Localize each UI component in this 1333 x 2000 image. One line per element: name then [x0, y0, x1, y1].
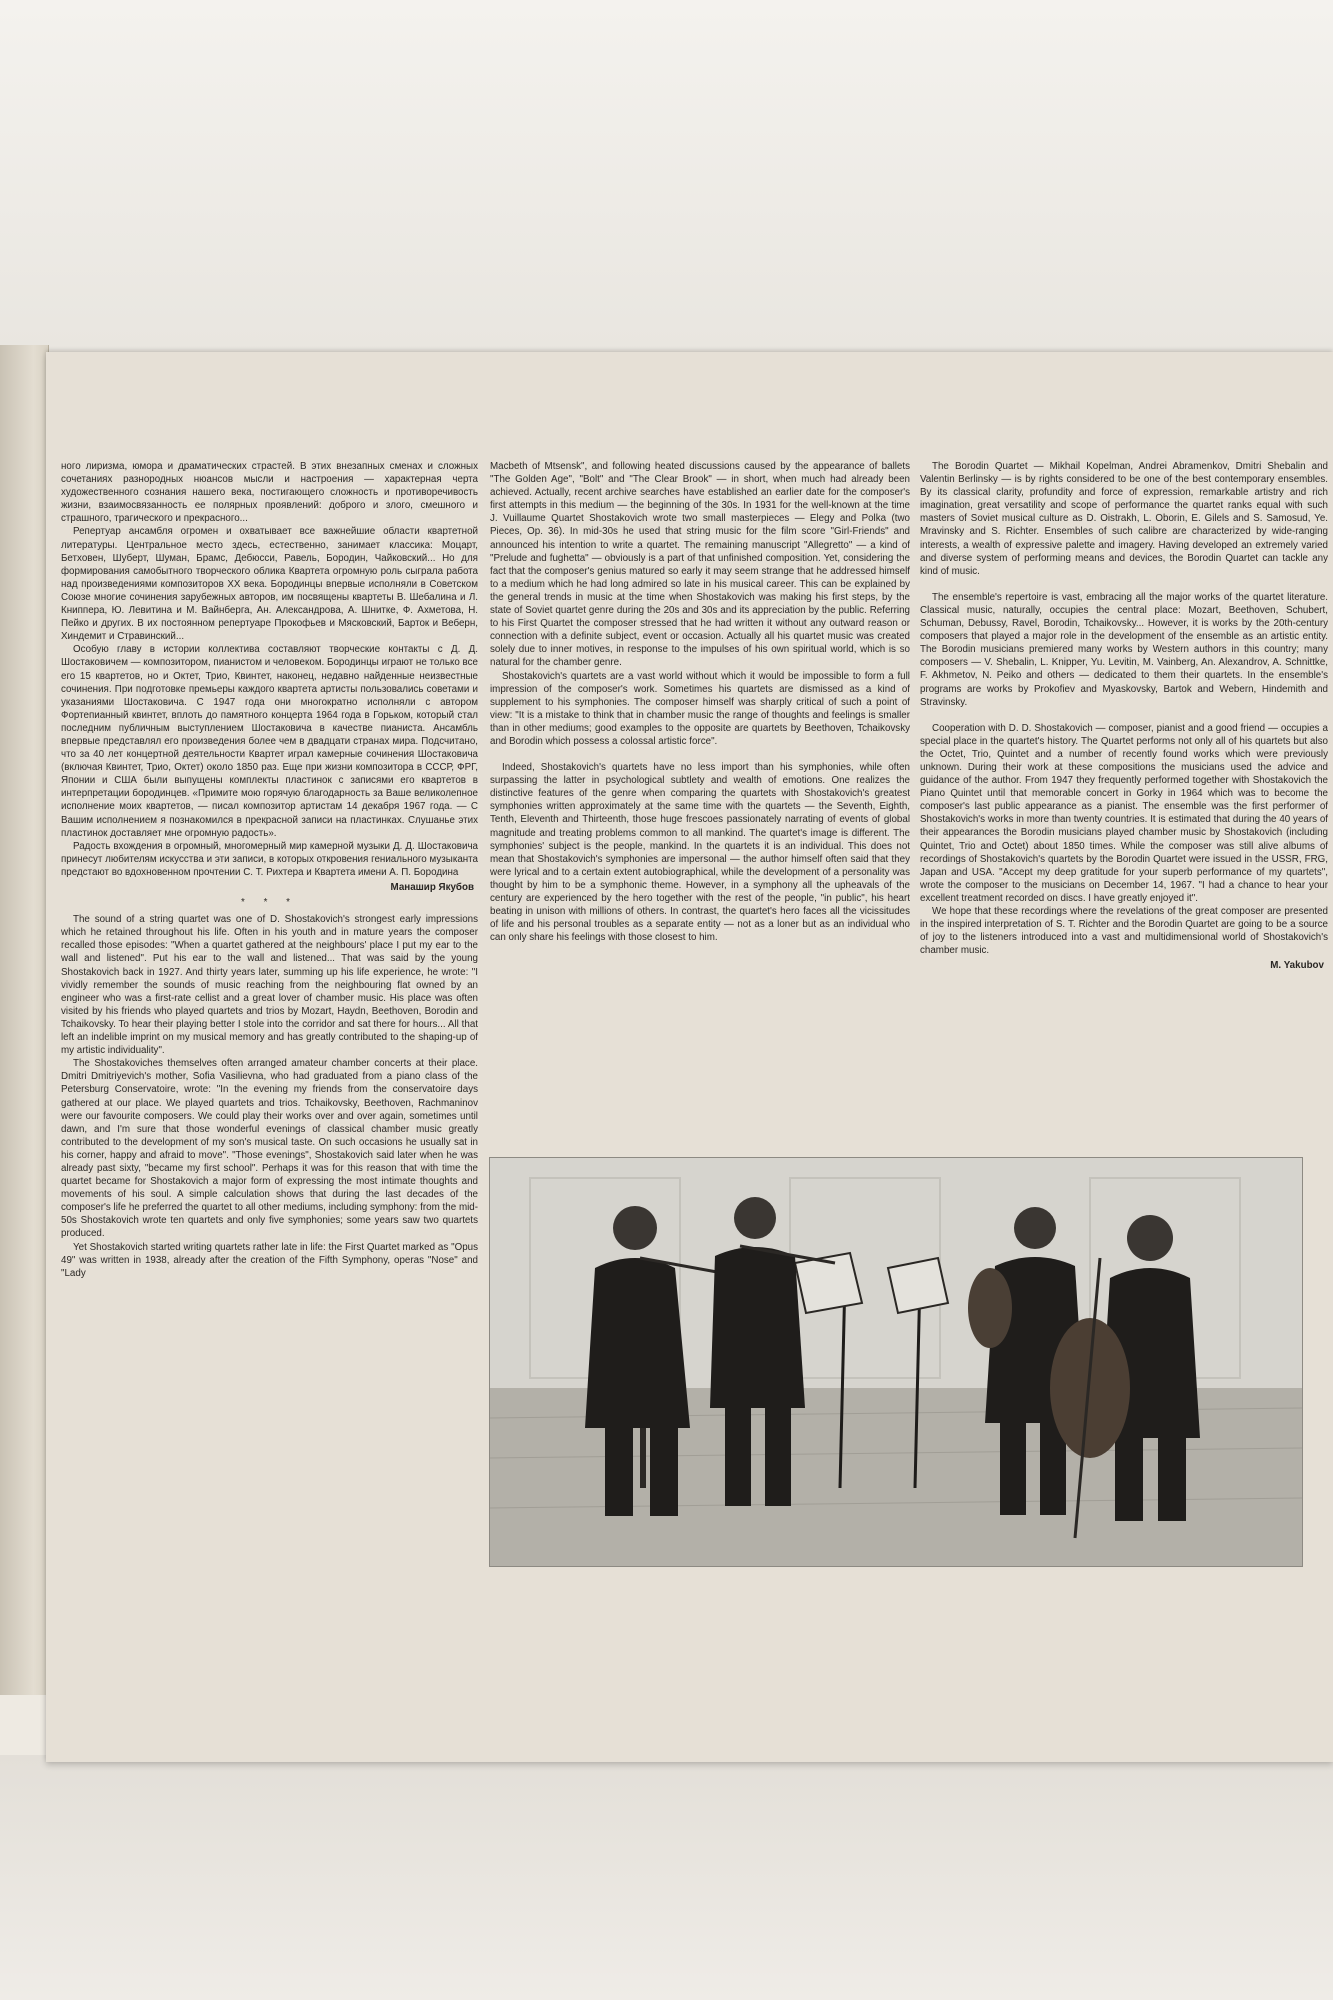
- paragraph: The Borodin Quartet — Mikhail Kopelman, Andrei Abramenkov, Dmitri Shebalin and Valentin Berlinsky — is by rights considered to be one of the best contemporary ensembles. By its classical clarity, profundity and force of expression, remarkable artistry and rich imagination, great versatility and scope of performance the quartet ranks equal with such masters of Soviet musical culture as D. Oistrakh, L. Oborin, E. Gilels and S. Samosud, Ye. Mravinsky and S. Richter. Ensembles of such calibre are characterized by wide-ranging interests, a wealth of expressive palette and imagery. Having developed an extremely varied and diverse system of performing means and devices, the Borodin Quartet can tackle any kind of music.: [920, 461, 1328, 577]
- paragraph: Yet Shostakovich started writing quartets rather late in life: the First Quartet marked as "Opus 49" was written in 1938, already after the creation of the Fifth Symphony, operas "Nose" and "Lady: [61, 1241, 478, 1279]
- booklet-page: [46, 352, 1333, 1762]
- signature-russian: Манашир Якубов: [390, 882, 474, 893]
- quartet-photo: [489, 1157, 1303, 1567]
- column-english-right: [920, 460, 1328, 1120]
- paragraph: Macbeth of Mtsensk", and following heated discussions caused by the appearance of ballets "The Golden Age", "Bolt" and "The Clear Brook" — in short, when much had already been achieved. Actually, recent archive searches have established an earlier date for the composer's first attempts in this medium — the beginning of the 30s. In 1931 for the well-known at the time J. Vuillaume Quartet Shostakovich wrote two small masterpieces — Elegy and Polka (two Pieces, Op. 36). In mid-30s he used that string music for the film score "Girl-Friends" and announced his intention to write a quartet. The remaining manuscript "Allegretto" — a kind of "Prelude and fughetta" — obviously is a part of that unfinished composition. Yet, considering the fact that the composer's genius matured so early it may seem strange that he addressed himself to a medium which he had long admired so late in his musical career. This can be explained by the general trends in music at the time when Shostakovich was making his first steps, by the state of Soviet quartet genre during the 20s and 30s and its appreciation by the public. Referring to his First Quartet the composer stressed that he had written it without any outward reason or connection with a definite subject, event or occasion. Actually all his quartet music was created solely due to inner motives, in response to the impulses of his own spiritual world, which is so natural for the chamber genre.: [490, 461, 910, 669]
- column-russian-and-english: [61, 460, 478, 1890]
- paragraph: ного лиризма, юмора и драматических страстей. В этих внезапных сменах и сложных сочетаниях разнородных нюансов мысли и настроения — характерная черта художественного сознания нашего века, постигающего сложность и противоречивость жизни, взаимосвязанность ее полярных проявлений: доброго и злого, смешного и страшного, трагического и прекрасного...: [61, 461, 478, 525]
- quartet-photo-illustration: [490, 1158, 1302, 1566]
- background-top: [0, 0, 1333, 350]
- separator: * * *: [241, 897, 298, 909]
- paragraph: The ensemble's repertoire is vast, embracing all the major works of the quartet literature. Classical music, naturally, occupies the central place: Mozart, Beethoven, Schubert, Schuman, Debussy, Ravel, Borodin, Tchaikovsky... However, it is works by the 20th-century composers that played a major role in the development of the ensemble as an artistic entity. The Borodin musicians premiered many works by Western authors in this country; many composers — V. Shebalin, L. Knipper, Yu. Levitin, M. Vainberg, An. Alexandrov, A. Schnittke, F. Akhmetov, N. Peiko and others — dedicated to them their quartets. In the ensemble's programs are works by Prokofiev and Myaskovsky, Bartok and Webern, Hindemith and Stravinsky.: [920, 591, 1328, 708]
- paragraph: Indeed, Shostakovich's quartets have no less import than his symphonies, while often surpassing the latter in psychological subtlety and wealth of emotions. One realizes the distinctive features of the genre when comparing the quartets with Shostakovich's greatest symphonies written approximately at the same time with the quartets — the Seventh, Eighth, Tenth, Eleventh and Thirteenth, those huge frescoes passionately narrating of events of global magnitude and treating problems common to all mankind. The quartet's image is different. The symphonies' subject is the people, mankind. In the quartets it is an individual. This does not mean that Shostakovich's symphonies are impersonal — the author himself often said that they were lyrical and to a certain extent autobiographical, while the development of a personality was thought by him to be a symphonic theme. However, in a symphony all the upheavals of the century are experienced by the hero together with the rest of the people, "in public", his heart beating in unison with millions of others. In contrast, the quartet's hero faces all the vicissitudes of life and his personal troubles as a separate entity — not as a loner but as an individual who can only share his feelings with those closest to him.: [490, 762, 910, 944]
- paragraph: The Shostakoviches themselves often arranged amateur chamber concerts at their place. Dmitri Dmitriyevich's mother, Sofia Vasilievna, who had graduated from a piano class of the Petersburg Conservatoire, wrote: "In the evening my friends from the conservatoire days gathered at our place. We played quartets and trios. Tchaikovsky, Beethoven, Rachmaninov were our favourite composers. We could play their works over and over again, sometimes until dawn, and I'm sure that those wonderful evenings of classical chamber music greatly contributed to the development of my son's musical taste. On such occasions he usually sat in his corner, happy and afraid to move". "Those evenings", Shostakovich said later when he was already past sixty, "became my first school". Perhaps it was for this reason that with time the quartet became for Shostakovich a major form of expressing the most intimate thoughts and movements of his soul. A simple calculation shows that during the last decades of the composer's life he preferred the quartet to all other mediums, including symphony: from the mid-50s Shostakovich wrote ten quartets and only five symphonies; some years saw two quartets produced.: [61, 1058, 478, 1240]
- paragraph: The sound of a string quartet was one of D. Shostakovich's strongest early impressions which he retained throughout his life. Often in his youth and in mature years the composer recalled those episodes: "When a quartet gathered at the neighbours' place I put my ear to the wall and listened". Put his ear to the wall and listened... That was said by the young Shostakovich back in 1927. And thirty years later, summing up his life experience, he wrote: "I vividly remember the sounds of music reaching from the neighbouring flat owned by an engineer who was a first-rate cellist and a great lover of chamber music. His place was often visited by his friends who played quartets and trios by Mozart, Haydn, Beethoven, Borodin and Tchaikovsky. To hear their playing better I stole into the corridor and sat there for hours... All that left an indelible imprint on my musical memory and has greatly contributed to the shaping-up of my artistic individuality".: [61, 914, 478, 1057]
- paragraph: We hope that these recordings where the revelations of the great composer are presented in the inspired interpretation of S. T. Richter and the Borodin Quartet are going to be a source of joy to the listeners introduced into a vast and multidimensional world of Shostakovich's chamber music.: [920, 906, 1328, 957]
- paragraph: Shostakovich's quartets are a vast world without which it would be impossible to form a full impression of the composer's work. Sometimes his quartets are dismissed as a kind of supplement to his symphonies. The composer himself was sharply critical of such a point of view: "It is a mistake to think that in chamber music the range of thoughts and feelings is smaller than in other mediums; good examples to the opposite are quartets by Beethoven, Tchaikovsky and Borodin which possess a colossal artistic force".: [490, 670, 910, 747]
- paragraph: Радость вхождения в огромный, многомерный мир камерной музыки Д. Д. Шостаковича принесут любителям искусства и эти записи, в которых откровения гениального музыканта предстают во вдохновенном прочтении С. Т. Рихтера и Квартета имени А. П. Бородина: [61, 840, 478, 878]
- column-english-middle: [490, 460, 910, 1150]
- paragraph: Cooperation with D. D. Shostakovich — composer, pianist and a good friend — occupies a special place in the quartet's history. The Quartet performs not only all of his quartets but also the Octet, Trio, Quintet and a number of recently found works which were previously unknown. During their work at these compositions the musicians used the advice and guidance of the author. From 1947 they frequently performed together with Shostakovich the Piano Quintet until that memorable concert in Gorky in 1964 which was to become the composer's last public appearance as a pianist. The ensemble was the first performer of Shostakovich's works in more than twenty countries. It is estimated that during the 40 years of their appearances the Borodin musicians played chamber music by Shostakovich (including Quintet, Trio and Octet) about 1850 times. While the composer was still alive albums of recordings of Shostakovich's quartets by the Borodin Quartet were issued in the USSR, FRG, Japan and USA. "Accept my deep gratitude for your superb performance of my quartets", wrote the composer to the musicians on December 14, 1967. "I had a chance to hear your excellent treatment recorded on discs. I have greatly enjoyed it".: [920, 722, 1328, 904]
- paragraph: Особую главу в истории коллектива составляют творческие контакты с Д. Д. Шостаковичем — композитором, пианистом и человеком. Бородинцы играют не только все его 15 квартетов, но и Октет, Трио, Квинтет, наконец, недавно найденные неизвестные сочинения. При подготовке премьеры каждого квартета артисты пользовались советами и указаниями Шостаковича. С 1947 года они многократно исполняли с автором Фортепианный квинтет, вплоть до памятного концерта 1964 года в Горьком, который стал последним публичным выступлением Шостаковича в качестве пианиста. Ансамбль впервые представлял его произведения более чем в двадцати странах мира. Подсчитано, что за 40 лет концертной деятельности Квартет играл камерные сочинения Шостаковича (включая Квинтет, Трио, Октет) около 1850 раз. Еще при жизни композитора в СССР, ФРГ, Японии и США были выпущены комплекты пластинок с записями его квартетов в интерпретации бородинцев. «Примите мою горячую благодарность за Ваше великолепное исполнение моих квартетов, — писал композитор артистам 14 декабря 1967 года. — С Вашим исполнением я познакомился в прекрасной записи на пластинках. Слушаньe этих пластинок доставляет мне огромную радость».: [61, 644, 478, 839]
- left-page-edge: [0, 345, 49, 1695]
- signature-english: M. Yakubov: [1270, 960, 1324, 972]
- paragraph: Репертуар ансамбля огромен и охватывает все важнейшие области квартетной литературы. Центральное место здесь, естественно, занимает классика: Моцарт, Бетховен, Шуберт, Шуман, Брамс, Дебюсси, Равель, Бородин, Чайковский... Но для формирования самобытного творческого облика Квартета огромную роль сыграла работа над произведениями композиторов XX века. Бородинцы впервые исполняли в Советском Союзе многие сочинения зарубежных авторов, им посвящены квартеты В. Шебалина и Л. Книппера, Ю. Левитина и М. Вайнберга, Ан. Александрова, А. Шнитке, Ф. Ахметова, Н. Пейко и других. В их постоянном репертуаре Прокофьев и Мясковский, Барток и Веберн, Хиндемит и Стравинский...: [61, 526, 478, 643]
